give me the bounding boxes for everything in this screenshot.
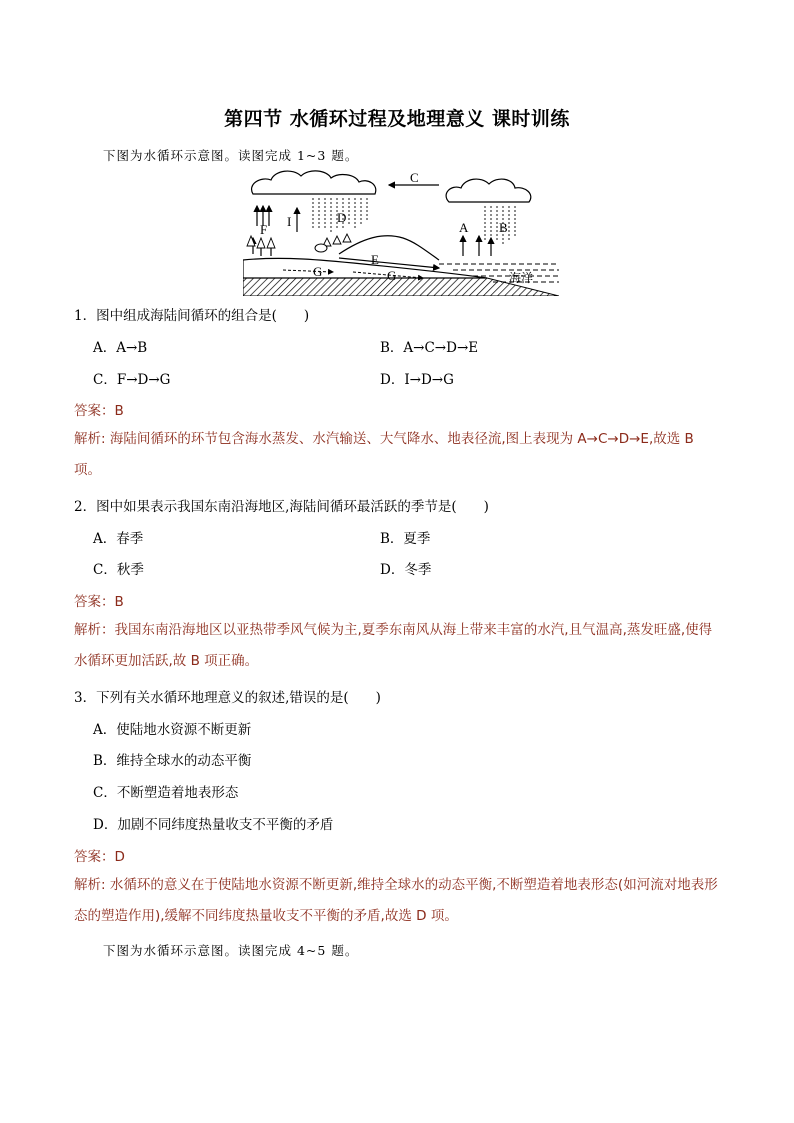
label-f: F — [260, 222, 268, 237]
q2-option-c: C．秋季 — [93, 562, 144, 578]
label-c: C — [410, 170, 419, 185]
evaporation-a — [463, 236, 491, 256]
ground — [243, 258, 487, 278]
question-3-stem: 3．下列有关水循环地理意义的叙述,错误的是( ) — [74, 690, 381, 706]
q1-option-d: D．I→D→G — [380, 372, 454, 388]
q3-option-b: B．维持全球水的动态平衡 — [93, 753, 252, 769]
label-e: E — [371, 252, 379, 267]
q2-option-a: A．春季 — [93, 531, 144, 547]
label-d: D — [337, 210, 347, 225]
q2-explanation: 解析：我国东南沿海地区以亚热带季风气候为主,夏季东南风从海上带来丰富的水汽,且气温高,蒸发旺盛,使得水循环更加活跃,故 B 项正确。 — [74, 622, 713, 669]
q3-option-d: D．加剧不同纬度热量收支不平衡的矛盾 — [93, 817, 334, 833]
q1-option-c: C．F→D→G — [93, 372, 171, 388]
hill — [339, 236, 439, 260]
q1-option-a: A．A→B — [93, 340, 148, 356]
question-2-stem: 2．图中如果表示我国东南沿海地区,海陆间循环最活跃的季节是( ) — [74, 499, 489, 515]
q1-option-b: B．A→C→D→E — [380, 340, 479, 356]
q1-answer: 答案：B — [74, 403, 124, 419]
page-title: 第四节 水循环过程及地理意义 课时训练 — [224, 108, 570, 130]
q2-option-b: B．夏季 — [380, 531, 431, 547]
label-i: I — [287, 214, 292, 229]
q3-explanation: 解析: 水循环的意义在于使陆地水资源不断更新,维持全球水的动态平衡,不断塑造着地表形态(如河流对地表形态的塑造作用),缓解不同纬度热量收支不平衡的矛盾,故选 D 项。 — [74, 877, 718, 924]
water-cycle-diagram — [243, 168, 559, 296]
question-1-stem: 1．图中组成海陆间循环的组合是( ) — [74, 308, 310, 324]
q3-option-c: C．不断塑造着地表形态 — [93, 785, 239, 801]
label-a: A — [459, 220, 469, 235]
q3-answer: 答案：D — [74, 849, 125, 865]
label-sea: 海洋 — [509, 271, 534, 285]
left-cloud — [252, 171, 376, 194]
right-cloud — [446, 179, 531, 202]
q2-answer: 答案：B — [74, 594, 124, 610]
q2-option-d: D．冬季 — [380, 562, 432, 578]
label-b: B — [499, 220, 508, 235]
q1-explanation: 解析: 海陆间循环的环节包含海水蒸发、水汽输送、大气降水、地表径流,图上表现为 A→C→D→E,故选 B 项。 — [74, 431, 694, 478]
label-g1: G — [313, 264, 323, 279]
intro-text-1: 下图为水循环示意图。读图完成 1~3 题。 — [103, 148, 359, 163]
intro-text-2: 下图为水循环示意图。读图完成 4~5 题。 — [103, 943, 359, 958]
q3-option-a: A．使陆地水资源不断更新 — [93, 722, 252, 738]
label-g2: G — [387, 268, 397, 283]
